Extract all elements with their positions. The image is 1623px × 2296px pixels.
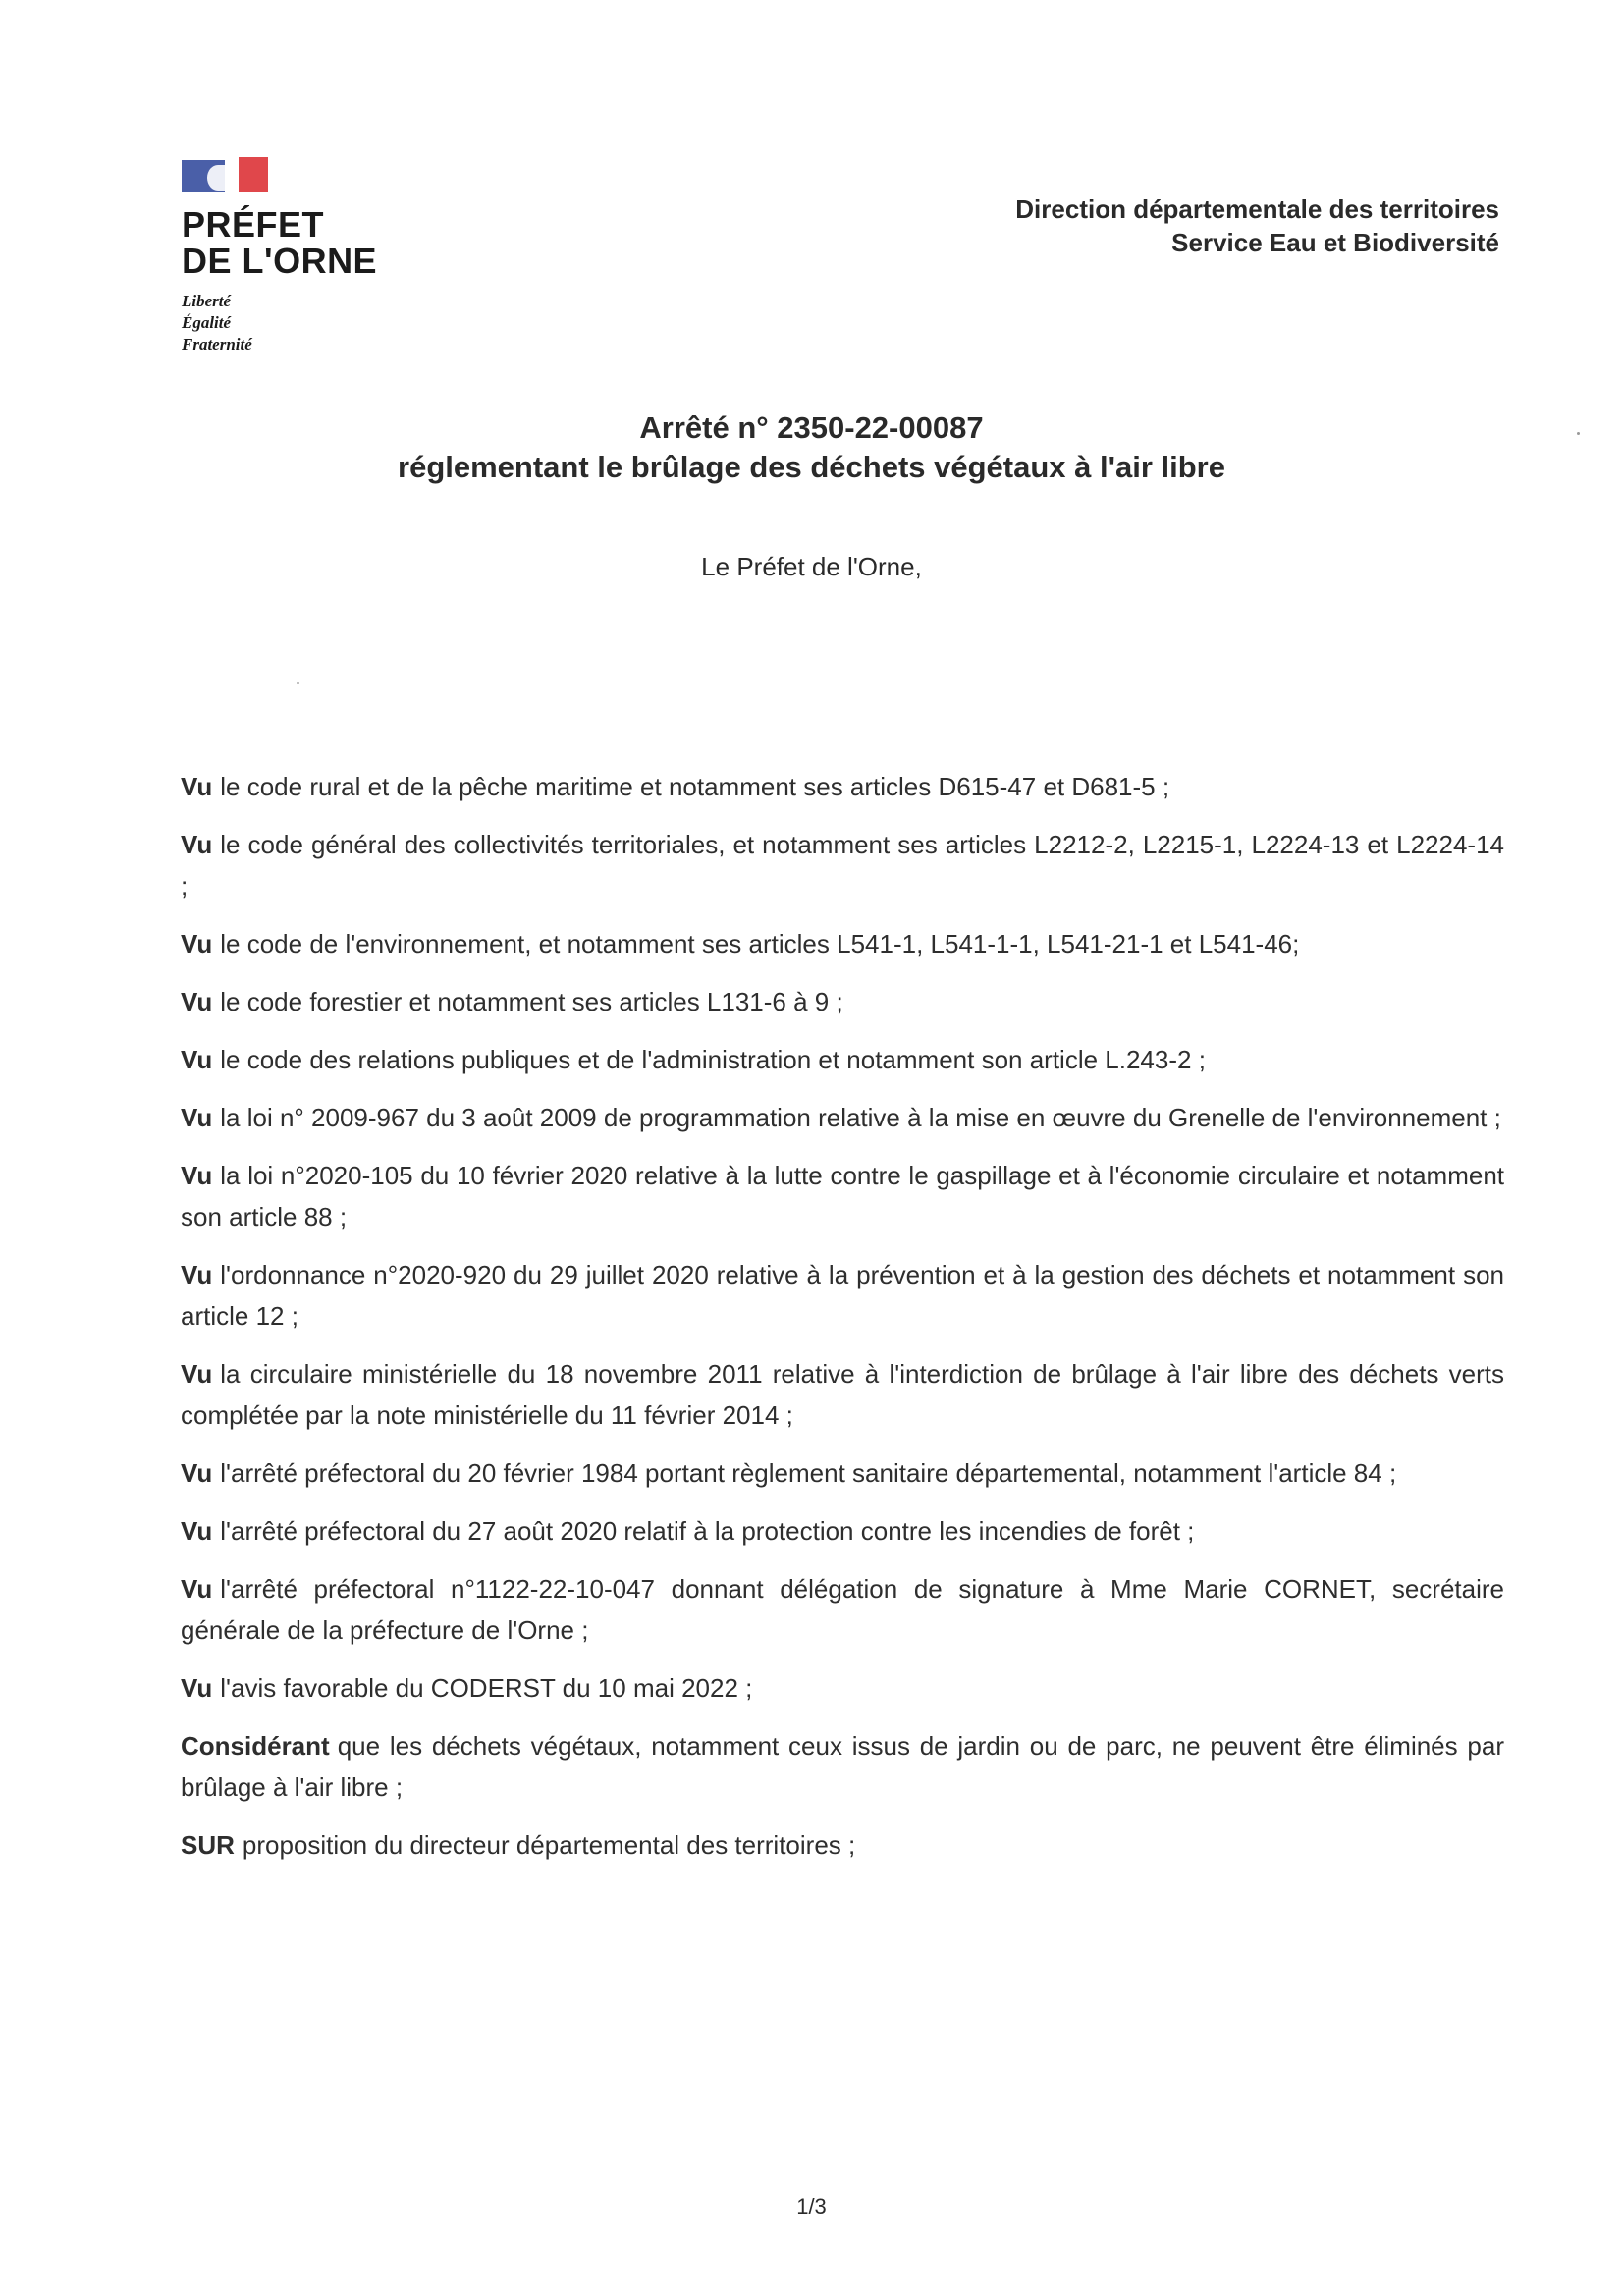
recital: Vu la loi n° 2009-967 du 3 août 2009 de programmation relative à la mise en œuvre du Grenelle de l'environnement ; bbox=[181, 1103, 1501, 1132]
prefet-intro: Le Préfet de l'Orne, bbox=[701, 552, 922, 581]
recital: Vu la loi n°2020-105 du 10 février 2020 relative à la lutte contre le gaspillage et à l'économie circulaire et notamment son article 88 ; bbox=[181, 1161, 1504, 1231]
motto-fraternite: Fraternité bbox=[182, 335, 252, 354]
issuing-department bbox=[1015, 192, 1499, 259]
page-number: 1/3 bbox=[796, 2194, 827, 2218]
institution-line-1: PRÉFET bbox=[182, 204, 325, 245]
institution-name bbox=[182, 206, 437, 279]
recital: Vu l'arrêté préfectoral du 27 août 2020 relatif à la protection contre les incendies de forêt ; bbox=[181, 1516, 1195, 1546]
motto-liberte: Liberté bbox=[182, 292, 232, 310]
decree-number: Arrêté n° 2350-22-00087 bbox=[639, 410, 984, 445]
direction-name: Direction départementale des territoires bbox=[1015, 194, 1499, 224]
recital: Vu l'avis favorable du CODERST du 10 mai 2022 ; bbox=[181, 1673, 753, 1703]
recital: Vu le code général des collectivités territoriales, et notamment ses articles L2212-2, L2215-1, L2224-13 et L2224-14 ; bbox=[181, 830, 1504, 901]
scan-speck bbox=[297, 682, 299, 684]
proposal: SUR proposition du directeur départemental des territoires ; bbox=[181, 1831, 856, 1860]
document-title bbox=[0, 409, 1623, 487]
recital: Vu l'arrêté préfectoral n°1122-22-10-047 donnant délégation de signature à Mme Marie CORNET, secrétaire générale de la préfecture de l'Orne ; bbox=[181, 1574, 1504, 1645]
recital: Vu l'arrêté préfectoral du 20 février 1984 portant règlement sanitaire départemental, notamment l'article 84 ; bbox=[181, 1458, 1397, 1488]
recital: Vu le code des relations publiques et de l'administration et notamment son article L.243-2 ; bbox=[181, 1045, 1206, 1074]
service-name: Service Eau et Biodiversité bbox=[1171, 228, 1499, 257]
recital: Vu l'ordonnance n°2020-920 du 29 juillet 2020 relative à la prévention et à la gestion des déchets et notamment son article 12 ; bbox=[181, 1260, 1504, 1331]
scan-speck bbox=[1577, 432, 1580, 435]
marianne-flag-icon bbox=[182, 157, 275, 194]
recitals bbox=[181, 766, 1504, 1883]
decree-subject: réglementant le brûlage des déchets végétaux à l'air libre bbox=[398, 450, 1225, 484]
institution-line-2: DE L'ORNE bbox=[182, 241, 378, 281]
recital: Vu le code rural et de la pêche maritime et notamment ses articles D615-47 et D681-5 ; bbox=[181, 772, 1170, 801]
motto-egalite: Égalité bbox=[182, 313, 232, 332]
republic-motto bbox=[182, 291, 437, 355]
recital: Vu le code forestier et notamment ses articles L131-6 à 9 ; bbox=[181, 987, 843, 1016]
recital: Vu le code de l'environnement, et notamment ses articles L541-1, L541-1-1, L541-21-1 et L541-46; bbox=[181, 929, 1300, 958]
prefecture-logo bbox=[182, 157, 437, 355]
considerant: Considérant que les déchets végétaux, notamment ceux issus de jardin ou de parc, ne peuvent être éliminés par brûlage à l'air libre ; bbox=[181, 1731, 1504, 1802]
recital: Vu la circulaire ministérielle du 18 novembre 2011 relative à l'interdiction de brûlage à l'air libre des déchets verts complétée par la note ministérielle du 11 février 2014 ; bbox=[181, 1359, 1504, 1430]
